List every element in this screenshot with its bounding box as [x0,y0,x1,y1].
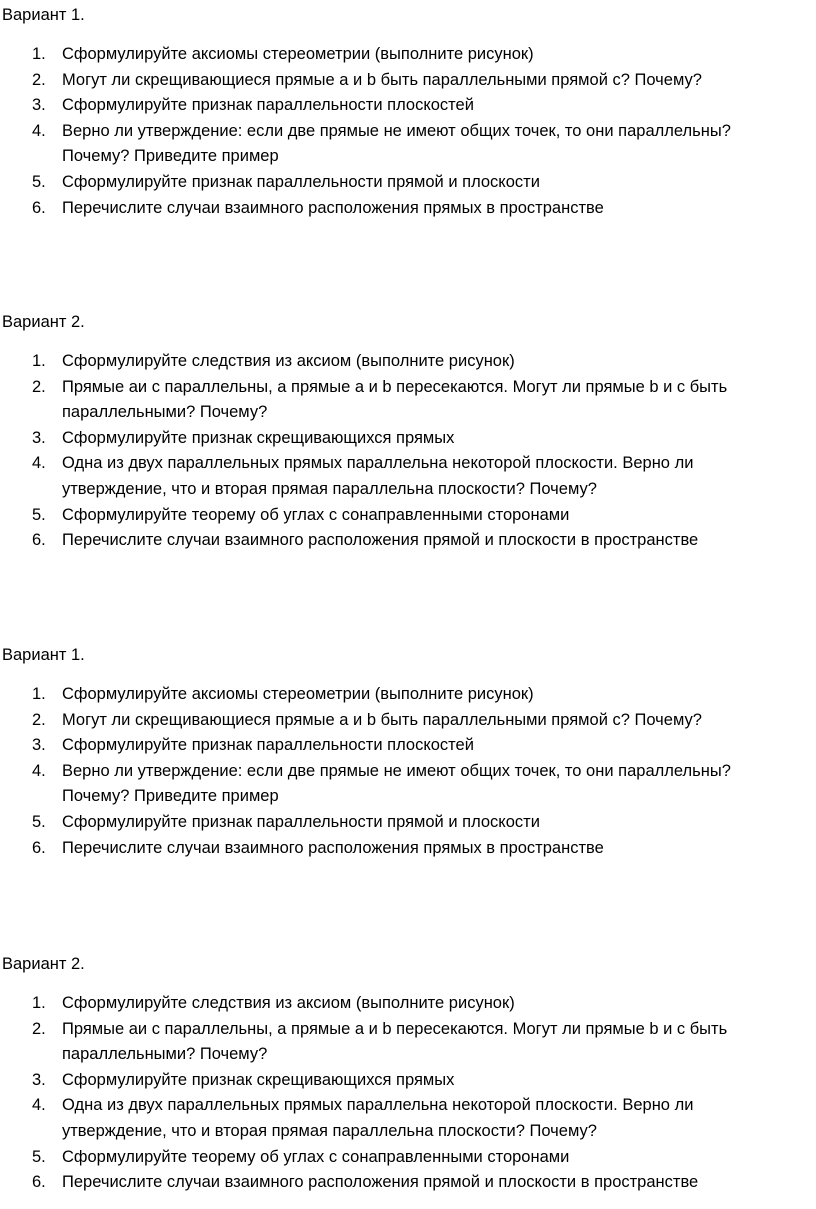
question-number: 1. [32,352,46,370]
question-text: Сформулируйте признак параллельности прямой и плоскости [62,172,540,191]
question-number: 6. [32,198,46,217]
question-number: 3. [32,736,46,755]
question-list [2,349,802,554]
question-number: 5. [32,505,46,524]
question-text: Сформулируйте признак скрещивающихся прямых [62,1070,455,1089]
question-list [2,991,802,1196]
question-item [2,1145,802,1171]
question-item [2,528,802,554]
question-number: 4. [32,1096,46,1115]
question-item [2,836,802,862]
question-number: 5. [32,172,46,191]
question-text: Сформулируйте признак параллельности прямой и плоскости [62,812,540,831]
variant-block-1 [2,2,802,221]
question-text: Сформулируйте теорему об углах с сонаправленными сторонами [62,505,570,524]
question-number: 4. [32,454,46,473]
question-item [2,451,802,502]
question-item [2,1017,802,1068]
question-text: Перечислите случаи взаимного расположения прямых в пространстве [62,838,604,857]
question-item [2,1170,802,1196]
question-number: 1. [32,45,46,63]
question-item [2,426,802,452]
question-item [2,503,802,529]
variant-title: Вариант 1. [2,646,85,664]
question-text: Перечислите случаи взаимного расположения прямых в пространстве [62,198,604,217]
variant-title: Вариант 2. [2,313,85,331]
question-item [2,119,802,170]
question-number: 5. [32,1147,46,1166]
variant-title: Вариант 1. [2,6,85,24]
question-text: Перечислите случаи взаимного расположения прямой и плоскости в пространстве [62,1173,699,1192]
question-text: Сформулируйте следствия из аксиом (выполните рисунок) [62,994,515,1012]
question-text: Сформулируйте аксиомы стереометрии (выполните рисунок) [62,45,534,63]
question-text: Могут ли скрещивающиеся прямые a и b быть параллельными прямой c? Почему? [62,710,702,729]
question-text: Прямые аи с параллельны, а прямые а и b пересекаются. Могут ли прямые b и с быть параллельными? Почему? [62,377,728,422]
question-text: Сформулируйте следствия из аксиом (выполните рисунок) [62,352,515,370]
variant-title: Вариант 2. [2,955,85,973]
question-number: 3. [32,1070,46,1089]
question-text: Сформулируйте аксиомы стереометрии (выполните рисунок) [62,685,534,703]
question-item [2,708,802,734]
question-item [2,1093,802,1144]
variant-block-4 [2,951,802,1196]
question-item [2,1068,802,1094]
question-number: 1. [32,685,46,703]
question-number: 4. [32,761,46,780]
question-number: 3. [32,428,46,447]
question-item [2,349,802,375]
question-text: Верно ли утверждение: если две прямые не имеют общих точек, то они параллельны? Почему? Приведите пример [62,761,731,806]
question-text: Одна из двух параллельных прямых параллельна некоторой плоскости. Верно ли утверждение, что и вторая прямая параллельна плоскости? Почему? [62,1096,694,1140]
question-item [2,733,802,759]
question-item [2,68,802,94]
question-item [2,991,802,1017]
variant-block-3 [2,642,802,861]
question-item [2,196,802,222]
question-number: 2. [32,377,46,396]
question-text: Сформулируйте теорему об углах с сонаправленными сторонами [62,1147,570,1166]
question-item [2,170,802,196]
question-text: Прямые аи с параллельны, а прямые а и b пересекаются. Могут ли прямые b и с быть параллельными? Почему? [62,1019,728,1064]
question-list [2,42,802,221]
question-number: 1. [32,994,46,1012]
question-text: Верно ли утверждение: если две прямые не имеют общих точек, то они параллельны? Почему? Приведите пример [62,121,731,166]
question-text: Сформулируйте признак параллельности плоскостей [62,96,474,115]
question-number: 5. [32,812,46,831]
question-number: 3. [32,96,46,115]
question-item [2,93,802,119]
variant-block-2 [2,309,802,554]
question-item [2,810,802,836]
question-text: Перечислите случаи взаимного расположения прямой и плоскости в пространстве [62,531,699,550]
question-number: 6. [32,838,46,857]
question-number: 2. [32,1019,46,1038]
question-list [2,682,802,861]
question-item [2,375,802,426]
question-item [2,759,802,810]
question-text: Сформулируйте признак параллельности плоскостей [62,736,474,755]
question-text: Могут ли скрещивающиеся прямые a и b быть параллельными прямой c? Почему? [62,70,702,89]
question-item [2,682,802,708]
question-number: 4. [32,121,46,140]
question-item [2,42,802,68]
question-number: 6. [32,1173,46,1192]
question-text: Сформулируйте признак скрещивающихся прямых [62,428,455,447]
question-number: 2. [32,710,46,729]
question-text: Одна из двух параллельных прямых параллельна некоторой плоскости. Верно ли утверждение, что и вторая прямая параллельна плоскости? Почему? [62,454,694,498]
question-number: 6. [32,531,46,550]
question-number: 2. [32,70,46,89]
